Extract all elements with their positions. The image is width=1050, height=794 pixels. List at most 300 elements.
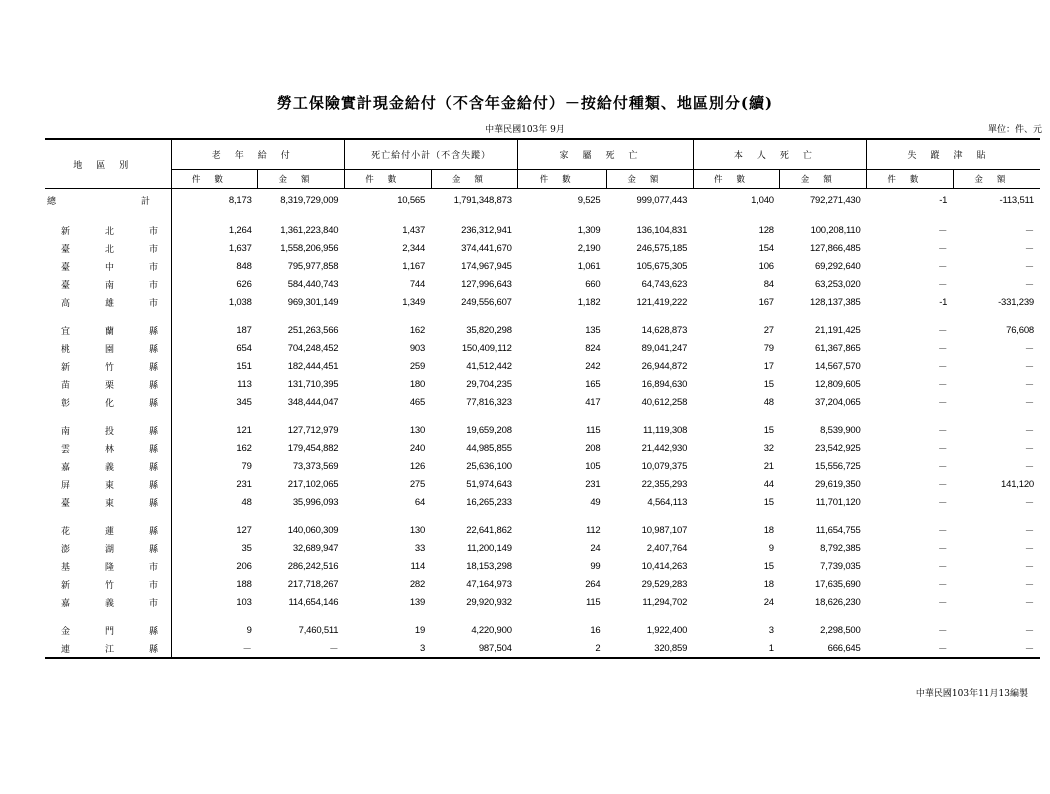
count-cell: － (937, 280, 948, 291)
group-header-self-death: 本人死亡 (693, 139, 866, 170)
count-cell: － (867, 639, 954, 658)
amount-cell: 21,191,425 (815, 324, 861, 336)
region-name: 屏 東 縣 (45, 475, 171, 493)
table-row (45, 593, 1040, 611)
amount-cell: 8,319,729,009 (280, 194, 339, 206)
amount-cell: 348,444,047 (287, 396, 339, 408)
count-cell: 240 (409, 442, 426, 454)
amount-cell: 246,575,185 (636, 242, 688, 254)
table-row (45, 375, 1040, 393)
region-name: 高 雄 市 (45, 293, 171, 311)
count-cell: 16 (590, 624, 601, 636)
amount-cell: － (258, 639, 345, 658)
amount-cell: － (1024, 280, 1034, 291)
region-name: 新 竹 縣 (45, 357, 171, 375)
amount-cell: 29,704,235 (466, 378, 512, 390)
amount-cell: 29,619,350 (815, 478, 861, 490)
amount-cell: 10,414,263 (641, 560, 688, 572)
amount-cell: 37,204,065 (815, 396, 861, 408)
count-cell: 9,525 (577, 194, 601, 206)
count-cell: 188 (236, 578, 252, 590)
table-row (45, 639, 1040, 658)
region-header: 地區別 (45, 139, 171, 189)
count-cell: 1,167 (402, 260, 426, 272)
count-cell: － (937, 626, 948, 637)
amount-cell: 11,200,149 (466, 542, 512, 554)
amount-cell: 121,419,222 (636, 296, 688, 308)
amount-cell: 21,442,930 (641, 442, 688, 454)
report-title: 勞工保險實計現金給付（不含年金給付）－按給付種類、地區別分(續) (276, 94, 774, 112)
table-row (45, 493, 1040, 511)
amount-cell: 969,301,149 (287, 296, 339, 308)
region-name: 澎 湖 縣 (45, 539, 171, 557)
amount-cell: 73,373,569 (292, 460, 339, 472)
amount-cell: 114,654,146 (288, 596, 339, 608)
count-cell: 106 (758, 260, 774, 272)
amount-cell: 1,361,223,840 (280, 224, 339, 236)
amount-cell: － (1024, 544, 1034, 555)
amount-cell: 8,539,900 (820, 424, 861, 436)
region-name: 臺 東 縣 (45, 493, 171, 511)
count-cell: 105 (585, 460, 601, 472)
amount-cell: 61,367,865 (815, 342, 861, 354)
table-row (45, 393, 1040, 411)
amount-cell: 16,894,630 (641, 378, 688, 390)
col-header-count: 件數 (518, 170, 607, 189)
count-cell: － (937, 244, 948, 255)
amount-cell: 40,612,258 (641, 396, 688, 408)
group-header-old-age: 老年給付 (171, 139, 344, 170)
count-cell: 17 (763, 360, 774, 372)
count-cell: 48 (763, 396, 774, 408)
count-cell: 99 (590, 560, 601, 572)
count-cell: － (937, 526, 948, 537)
amount-cell: 1,558,206,956 (280, 242, 339, 254)
amount-cell: 10,987,107 (641, 524, 688, 536)
count-cell: 187 (236, 324, 252, 336)
count-cell: 2,344 (402, 242, 426, 254)
region-name: 連 江 縣 (45, 639, 171, 658)
amount-cell: － (1024, 244, 1034, 255)
count-cell: － (937, 580, 948, 591)
count-cell: 15 (763, 378, 774, 390)
count-cell: 417 (585, 396, 601, 408)
count-cell: 64 (414, 496, 426, 508)
amount-cell: 14,628,873 (641, 324, 688, 336)
count-cell: 3 (768, 624, 774, 636)
count-cell: 275 (409, 478, 426, 490)
count-cell: 165 (585, 378, 601, 390)
amount-cell: 174,967,945 (461, 260, 512, 272)
count-cell: 282 (409, 578, 426, 590)
region-name: 彰 化 縣 (45, 393, 171, 411)
amount-cell: 89,041,247 (641, 342, 688, 354)
amount-cell: － (1024, 426, 1034, 437)
count-cell: -1 (939, 194, 948, 206)
amount-cell: 150,409,112 (461, 342, 512, 354)
count-cell: 654 (236, 342, 252, 354)
count-cell: 2 (518, 639, 607, 658)
count-cell: 9 (768, 542, 774, 554)
count-cell: 24 (590, 542, 601, 554)
region-name: 嘉 義 市 (45, 593, 171, 611)
group-header-missing-allowance: 失蹤津貼 (867, 139, 1040, 170)
count-cell: 15 (763, 496, 774, 508)
amount-cell: 792,271,430 (809, 194, 861, 206)
count-cell: － (937, 444, 948, 455)
count-cell: － (937, 362, 948, 373)
amount-cell: － (953, 639, 1040, 658)
region-name: 金 門 縣 (45, 621, 171, 639)
count-cell: － (937, 326, 948, 337)
table-row (45, 257, 1040, 275)
amount-cell: -113,511 (999, 194, 1034, 206)
count-cell: 128 (758, 224, 774, 236)
amount-cell: 7,460,511 (298, 624, 339, 636)
spacer-row (45, 311, 1040, 321)
amount-cell: 29,920,932 (466, 596, 512, 608)
amount-cell: － (1024, 498, 1034, 509)
count-cell: 1,182 (577, 296, 601, 308)
count-cell: － (171, 639, 258, 658)
count-cell: 151 (236, 360, 252, 372)
count-cell: 115 (585, 424, 601, 436)
count-cell: 9 (246, 624, 252, 636)
region-name: 南 投 縣 (45, 421, 171, 439)
amount-cell: 4,564,113 (647, 496, 688, 508)
count-cell: 130 (409, 524, 426, 536)
count-cell: 10,565 (397, 194, 426, 206)
count-cell: － (937, 226, 948, 237)
amount-cell: 26,944,872 (641, 360, 688, 372)
spacer-row (45, 511, 1040, 521)
count-cell: 114 (410, 560, 426, 572)
table-row (45, 357, 1040, 375)
amount-cell: － (1024, 362, 1034, 373)
amount-cell: － (1024, 344, 1034, 355)
count-cell: 130 (409, 424, 426, 436)
region-name: 雲 林 縣 (45, 439, 171, 457)
amount-cell: － (1024, 398, 1034, 409)
count-cell: 121 (236, 424, 252, 436)
amount-cell: 11,294,702 (642, 596, 688, 608)
col-header-amount: 金額 (780, 170, 867, 189)
count-cell: 113 (237, 378, 252, 390)
count-cell: 103 (236, 596, 252, 608)
amount-cell: 217,102,065 (287, 478, 339, 490)
count-cell: － (937, 262, 948, 273)
spacer-row (45, 211, 1040, 221)
table-row (45, 457, 1040, 475)
col-header-count: 件數 (344, 170, 431, 189)
table-row (45, 621, 1040, 639)
count-cell: 824 (585, 342, 601, 354)
spacer-row (45, 611, 1040, 621)
count-cell: － (937, 344, 948, 355)
amount-cell: 127,996,643 (461, 278, 512, 290)
count-cell: -1 (939, 296, 948, 308)
amount-cell: 182,444,451 (287, 360, 339, 372)
count-cell: － (937, 598, 948, 609)
count-cell: 49 (590, 496, 601, 508)
amount-cell: － (1024, 626, 1034, 637)
amount-cell: 105,675,305 (636, 260, 688, 272)
table-row (45, 421, 1040, 439)
count-cell: 1,264 (228, 224, 252, 236)
table-body (45, 189, 1040, 659)
table-row (45, 293, 1040, 311)
amount-cell: 64,743,623 (641, 278, 688, 290)
col-header-amount: 金額 (431, 170, 518, 189)
region-name: 臺 北 市 (45, 239, 171, 257)
table-row (45, 539, 1040, 557)
amount-cell: 10,079,375 (641, 460, 688, 472)
amount-cell: － (1024, 262, 1034, 273)
count-cell: － (937, 380, 948, 391)
region-name: 總 計 (45, 189, 171, 212)
group-header-death-subtotal: 死亡給付小計（不含失蹤） (344, 139, 517, 170)
amount-cell: 47,164,973 (466, 578, 512, 590)
count-cell: 139 (409, 596, 426, 608)
amount-cell: 41,512,442 (466, 360, 512, 372)
amount-cell: 22,355,293 (641, 478, 688, 490)
region-name: 桃 園 縣 (45, 339, 171, 357)
amount-cell: 251,263,566 (287, 324, 339, 336)
unit-label: 單位：件、元 (987, 125, 1042, 135)
count-cell: 1,437 (402, 224, 426, 236)
amount-cell: 25,636,100 (466, 460, 512, 472)
amount-cell: 141,120 (1001, 478, 1034, 490)
amount-cell: － (1024, 562, 1034, 573)
count-cell: 3 (344, 639, 431, 658)
count-cell: 848 (236, 260, 252, 272)
amount-cell: 4,220,900 (471, 624, 512, 636)
count-cell: 162 (409, 324, 426, 336)
count-cell: － (937, 480, 948, 491)
amount-cell: 32,689,947 (292, 542, 339, 554)
count-cell: 15 (763, 560, 774, 572)
amount-cell: 35,820,298 (466, 324, 512, 336)
count-cell: 345 (236, 396, 252, 408)
amount-cell: 12,809,605 (815, 378, 861, 390)
count-cell: － (937, 462, 948, 473)
count-cell: 744 (409, 278, 426, 290)
count-cell: 154 (758, 242, 774, 254)
count-cell: 48 (241, 496, 252, 508)
data-table (45, 138, 1040, 659)
count-cell: 2,190 (577, 242, 601, 254)
col-header-amount: 金額 (953, 170, 1040, 189)
count-cell: 126 (409, 460, 426, 472)
count-cell: 33 (414, 542, 426, 554)
count-cell: 135 (585, 324, 601, 336)
table-row (45, 239, 1040, 257)
amount-cell: 77,816,323 (466, 396, 512, 408)
amount-cell: 795,977,858 (287, 260, 339, 272)
amount-cell: 51,974,643 (466, 478, 512, 490)
region-name: 苗 栗 縣 (45, 375, 171, 393)
col-header-amount: 金額 (606, 170, 693, 189)
amount-cell: － (1024, 444, 1034, 455)
amount-cell: 374,441,670 (461, 242, 512, 254)
count-cell: 167 (758, 296, 774, 308)
amount-cell: 17,635,690 (815, 578, 861, 590)
region-name: 嘉 義 縣 (45, 457, 171, 475)
col-header-count: 件數 (171, 170, 258, 189)
amount-cell: 320,859 (606, 639, 693, 658)
region-name: 臺 中 市 (45, 257, 171, 275)
table-row (45, 575, 1040, 593)
count-cell: － (937, 544, 948, 555)
count-cell: 44 (763, 478, 774, 490)
spacer-row (45, 411, 1040, 421)
count-cell: 162 (236, 442, 252, 454)
amount-cell: 666,645 (780, 639, 867, 658)
amount-cell: － (1024, 526, 1034, 537)
amount-cell: 140,060,309 (287, 524, 339, 536)
amount-cell: 131,710,395 (287, 378, 339, 390)
count-cell: 1,349 (402, 296, 426, 308)
amount-cell: 63,253,020 (815, 278, 861, 290)
amount-cell: 35,996,093 (292, 496, 339, 508)
count-cell: － (937, 562, 948, 573)
count-cell: － (937, 398, 948, 409)
amount-cell: 19,659,208 (466, 424, 512, 436)
amount-cell: 1,791,348,873 (453, 194, 512, 206)
count-cell: 32 (763, 442, 774, 454)
amount-cell: 69,292,640 (815, 260, 861, 272)
amount-cell: 18,153,298 (466, 560, 512, 572)
count-cell: 231 (236, 478, 252, 490)
count-cell: 27 (763, 324, 774, 336)
total-row (45, 189, 1040, 212)
amount-cell: 136,104,831 (636, 224, 688, 236)
amount-cell: 179,454,882 (287, 442, 339, 454)
amount-cell: － (1024, 580, 1034, 591)
amount-cell: 16,265,233 (466, 496, 512, 508)
amount-cell: 2,407,764 (646, 542, 688, 554)
amount-cell: 987,504 (431, 639, 518, 658)
amount-cell: － (1024, 226, 1034, 237)
amount-cell: － (1024, 598, 1034, 609)
count-cell: 259 (409, 360, 426, 372)
count-cell: － (937, 498, 948, 509)
count-cell: 24 (763, 596, 774, 608)
count-cell: 1,061 (577, 260, 601, 272)
count-cell: 127 (236, 524, 252, 536)
amount-cell: 217,718,267 (287, 578, 339, 590)
count-cell: 208 (585, 442, 601, 454)
count-cell: 231 (585, 478, 601, 490)
amount-cell: 15,556,725 (815, 460, 861, 472)
count-cell: 206 (236, 560, 252, 572)
region-name: 新 北 市 (45, 221, 171, 239)
region-name: 花 蓮 縣 (45, 521, 171, 539)
region-name: 基 隆 市 (45, 557, 171, 575)
table-row (45, 275, 1040, 293)
amount-cell: 249,556,607 (461, 296, 512, 308)
count-cell: 465 (409, 396, 426, 408)
count-cell: 1,637 (228, 242, 252, 254)
amount-cell: 11,654,755 (815, 524, 861, 536)
amount-cell: － (1024, 380, 1034, 391)
amount-cell: 128,137,385 (809, 296, 861, 308)
count-cell: 180 (409, 378, 426, 390)
amount-cell: 23,542,925 (815, 442, 861, 454)
count-cell: 115 (585, 596, 601, 608)
count-cell: 660 (585, 278, 601, 290)
report-date: 中華民國103年 9月 (485, 125, 565, 135)
amount-cell: 236,312,941 (461, 224, 512, 236)
compiled-date: 中華民國103年11月13編製 (915, 689, 1028, 699)
table-row (45, 321, 1040, 339)
count-cell: 79 (241, 460, 252, 472)
amount-cell: -331,239 (998, 296, 1034, 308)
region-name: 宜 蘭 縣 (45, 321, 171, 339)
amount-cell: 286,242,516 (287, 560, 339, 572)
count-cell: 19 (414, 624, 426, 636)
count-cell: 626 (236, 278, 252, 290)
col-header-amount: 金額 (258, 170, 345, 189)
amount-cell: 2,298,500 (820, 624, 861, 636)
table-row (45, 221, 1040, 239)
amount-cell: － (1024, 462, 1034, 473)
count-cell: 18 (763, 524, 774, 536)
count-cell: 8,173 (228, 194, 252, 206)
amount-cell: 999,077,443 (636, 194, 688, 206)
amount-cell: 127,712,979 (287, 424, 339, 436)
group-header-family-death: 家屬死亡 (518, 139, 693, 170)
count-cell: 242 (585, 360, 601, 372)
amount-cell: 14,567,570 (815, 360, 861, 372)
count-cell: 903 (409, 342, 426, 354)
table-row (45, 339, 1040, 357)
table-row (45, 475, 1040, 493)
count-cell: 84 (763, 278, 774, 290)
count-cell: 1,040 (751, 194, 774, 206)
count-cell: 1 (693, 639, 780, 658)
col-header-count: 件數 (693, 170, 780, 189)
col-header-count: 件數 (867, 170, 954, 189)
count-cell: 15 (763, 424, 774, 436)
amount-cell: 127,866,485 (809, 242, 861, 254)
amount-cell: 7,739,035 (820, 560, 861, 572)
amount-cell: 76,608 (1006, 324, 1034, 336)
count-cell: 1,038 (228, 296, 252, 308)
amount-cell: 22,641,862 (466, 524, 512, 536)
amount-cell: 584,440,743 (287, 278, 339, 290)
region-name: 新 竹 市 (45, 575, 171, 593)
amount-cell: 8,792,385 (820, 542, 861, 554)
count-cell: 18 (763, 578, 774, 590)
table-row (45, 557, 1040, 575)
amount-cell: 44,985,855 (466, 442, 512, 454)
count-cell: 35 (241, 542, 252, 554)
amount-cell: 11,119,308 (643, 424, 688, 436)
count-cell: 21 (763, 460, 774, 472)
amount-cell: 29,529,283 (641, 578, 688, 590)
amount-cell: 11,701,120 (815, 496, 861, 508)
amount-cell: 100,208,110 (810, 224, 861, 236)
count-cell: 264 (585, 578, 601, 590)
count-cell: 112 (585, 524, 601, 536)
amount-cell: 1,922,400 (646, 624, 688, 636)
amount-cell: 18,626,230 (815, 596, 861, 608)
count-cell: － (937, 426, 948, 437)
table-row (45, 439, 1040, 457)
count-cell: 79 (763, 342, 774, 354)
count-cell: 1,309 (577, 224, 601, 236)
